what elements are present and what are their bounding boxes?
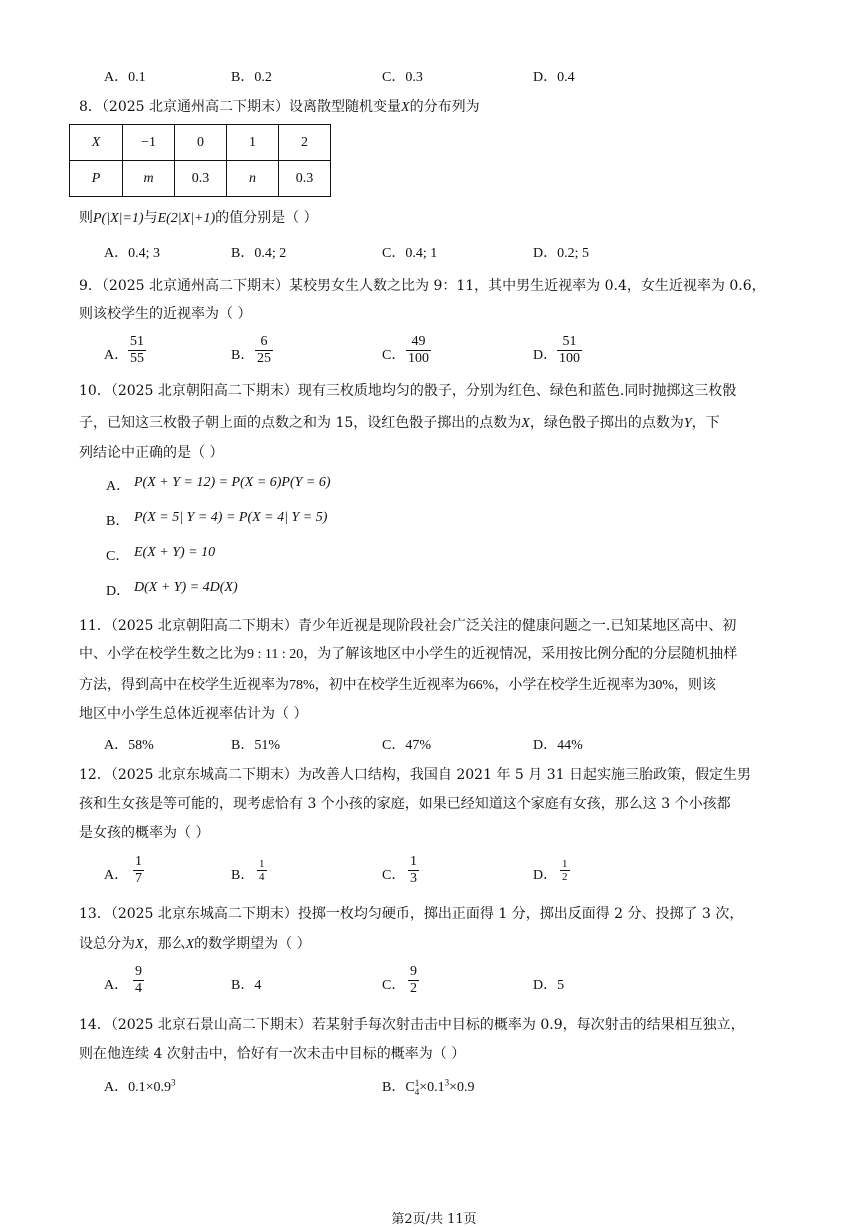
q11-line3: 方法，得到高中在校学生近视率为78%，初中在校学生近视率为66%，小学在校学生近视率为30%，则该 [79,677,717,693]
q8-stem: 8．（2025 北京通州高二下期末）设离散型随机变量X的分布列为 [79,99,480,115]
fraction: 1 4 [259,858,265,883]
q14-line1: 14．（2025 北京石景山高二下期末）若某射手每次射击击中目标的概率为 0.9，每次射击的结果相互独立， [79,1017,745,1033]
question-number: 12． [79,767,111,783]
question-source: （2025 北京东城高二下期末） [110,906,298,922]
q13-line1: 13．（2025 北京东城高二下期末）投掷一枚均匀硬币，掷出正面得 1 分，掷出反面得 2 分、投掷了 3 次， [79,906,744,922]
q10-option-d: D． D(X + Y) = 4D(X) [106,580,238,599]
distribution-table [69,124,331,197]
q7-option-a: A．0.1 [104,70,146,85]
page-footer: 第2页/共 11页 [391,1212,477,1227]
q10-option-a: A． P(X + Y = 12) = P(X = 6)P(Y = 6) [106,475,331,494]
q14-line2: 则在他连续 4 次射击中，恰好有一次未击中目标的概率为（ ） [79,1046,466,1062]
q11-line1: 11．（2025 北京朝阳高二下期末）青少年近视是现阶段社会广泛关注的健康问题之一.已知某地区高中、初 [79,618,737,634]
q10-line1: 10．（2025 北京朝阳高二下期末）现有三枚质地均匀的骰子，分别为红色、绿色和蓝色.同时抛掷这三枚骰 [79,383,737,399]
q8-option-d: D．0.2; 5 [533,246,590,261]
q7-options [0,66,868,90]
q11-option-d: D．44% [533,738,583,753]
q13-option-d: D．5 [533,978,565,993]
question-source: （2025 北京通州高二下期末） [101,99,290,115]
q11-option-c: C．47% [382,738,432,753]
question-source: （2025 北京通州高二下期末） [101,278,290,294]
question-number: 13． [79,906,111,922]
fraction: 1 2 [562,858,568,883]
q13-line2: 设总分为X，那么X的数学期望为（ ） [79,936,311,952]
q8-options [0,242,868,266]
fraction: 9 4 [135,964,142,996]
q13-option-b: B．4 [231,978,262,993]
q12-line2: 孩和生女孩是等可能的，现考虑恰有 3 个小孩的家庭，如果已经知道这个家庭有女孩，那么这 3 个小孩都 [79,796,731,812]
q8-option-c: C．0.4; 1 [382,246,438,261]
q8-option-b: B．0.4; 2 [231,246,287,261]
question-source: （2025 北京朝阳高二下期末） [110,618,298,634]
q11-line4: 地区中小学生总体近视率估计为（ ） [79,706,308,722]
q11-option-b: B．51% [231,738,281,753]
fraction: 49 100 [408,334,429,366]
q14-option-a: A．$0.1\times 0.9^3$ [104,1077,176,1095]
fraction: 1 3 [410,854,417,886]
question-source: （2025 北京朝阳高二下期末） [110,383,298,399]
q11-option-a: A．58% [104,738,154,753]
q7-option-d: D．0.4 [533,70,575,85]
question-number: 11． [79,618,111,634]
q12-line3: 是女孩的概率为（ ） [79,825,210,841]
fraction: 51 100 [559,334,580,366]
q10-option-b: B． P(X = 5| Y = 4) = P(X = 4| Y = 5) [106,510,328,529]
q10-line3: 列结论中正确的是（ ） [79,445,224,461]
q10-option-c: C． E(X + Y) = 10 [106,545,216,564]
question-number: 14． [79,1017,111,1033]
fraction: 9 2 [410,964,417,996]
question-source: （2025 北京石景山高二下期末） [110,1017,312,1033]
q7-option-c: C．0.3 [382,70,423,85]
table-row: X −1 0 1 2 [70,125,331,161]
q11-line2: 中、小学在校学生数之比为9 : 11 : 20，为了解该地区中小学生的近视情况，采用按比例分配的分层随机抽样 [79,646,738,662]
question-number: 8． [79,99,102,115]
q14-options [0,1076,868,1100]
q10-line2: 子，已知这三枚骰子朝上面的点数之和为 15，设红色骰子掷出的点数为X，绿色骰子掷出的点数为Y，下 [79,415,720,431]
q8-option-a: A．0.4; 3 [104,246,161,261]
q11-options [0,734,868,758]
q14-option-b: B．C 1 4 $\times 0.1^3\times 0.9$ [382,1077,475,1097]
q12-line1: 12．（2025 北京东城高二下期末）为改善人口结构，我国自 2021 年 5 月 31 日起实施三胎政策，假定生男 [79,767,751,783]
question-source: （2025 北京东城高二下期末） [110,767,298,783]
q9-line2: 则该校学生的近视率为（ ） [79,306,252,322]
q9-line1: 9．（2025 北京通州高二下期末）某校男女生人数之比为 9：11，其中男生近视率为 0.4，女生近视率为 0.6， [79,278,766,294]
table-row: P m 0.3 n 0.3 [70,161,331,197]
fraction: 6 25 [257,334,271,366]
fraction: 51 55 [130,334,144,366]
q7-option-b: B．0.2 [231,70,272,85]
question-number: 10． [79,383,111,399]
fraction: 1 7 [135,854,142,886]
question-number: 9． [79,278,102,294]
q8-ask: 则P(|X|=1)与E(2|X|+1)的值分别是（ ） [79,210,318,226]
